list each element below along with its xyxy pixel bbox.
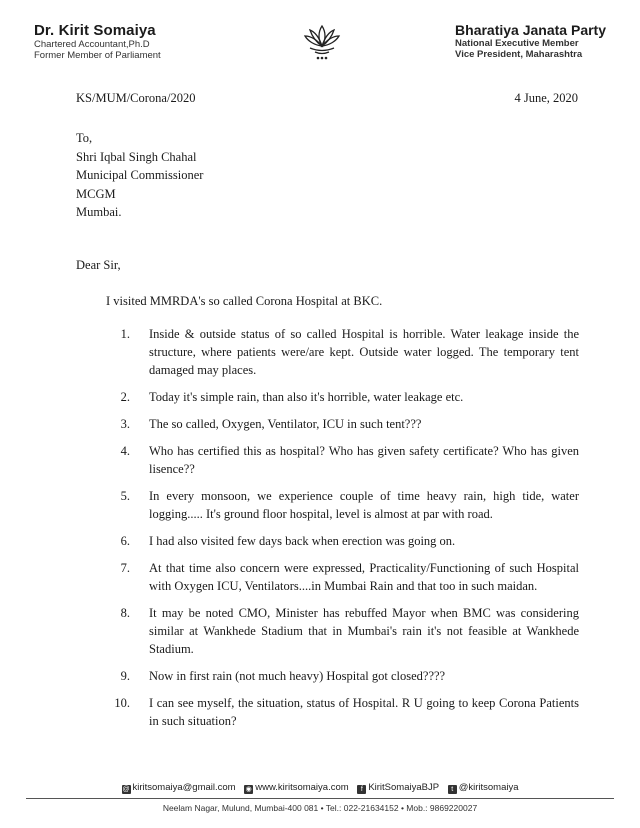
email-icon: @ — [122, 786, 130, 793]
list-item — [106, 667, 579, 685]
list-number: 1. — [120, 327, 130, 341]
letterhead-party — [455, 22, 606, 60]
list-number: 9. — [120, 669, 130, 683]
party-name: Bharatiya Janata Party — [455, 22, 606, 38]
points-list — [106, 325, 579, 739]
footer-contacts — [0, 782, 640, 794]
list-item — [106, 442, 579, 478]
list-number: 6. — [120, 534, 130, 548]
list-item — [106, 325, 579, 379]
letterhead-sender — [34, 22, 161, 61]
list-number: 4. — [120, 444, 130, 458]
intro-paragraph: I visited MMRDA's so called Corona Hospital at BKC. — [106, 294, 383, 308]
list-item — [106, 388, 579, 406]
list-text: Inside & outside status of so called Hospital is horrible. Water leakage inside the structure, where patients were/are kept. Outside water logged. The temporary tent damaged may places. — [149, 327, 579, 377]
recipient-line: Municipal Commissioner — [76, 168, 204, 182]
globe-icon: ◉ — [245, 786, 252, 793]
list-item — [106, 532, 579, 550]
list-number: 3. — [120, 417, 130, 431]
party-role-2: Vice President, Maharashtra — [455, 49, 583, 60]
twitter-icon: t — [448, 785, 457, 794]
list-text: At that time also concern were expressed, Practicality/Functioning of such Hospital with Oxygen ICU, Ventilators....in Mumbai Rain and that too in such maidan. — [149, 561, 579, 593]
recipient-line: Shri Iqbal Singh Chahal — [76, 149, 197, 164]
list-item — [106, 487, 579, 523]
reference-number: KS/MUM/Corona/2020 — [76, 91, 196, 105]
recipient-address — [76, 129, 203, 222]
list-item — [106, 415, 579, 433]
list-text: I can see myself, the situation, status of Hospital. R U going to keep Corona Patients in such situation? — [149, 696, 579, 728]
list-number: 7. — [120, 561, 130, 575]
footer-address: Neelam Nagar, Mulund, Mumbai-400 081 • Tel.: 022-21634152 • Mob.: 9869220027 — [162, 803, 478, 813]
salutation: Dear Sir, — [76, 258, 121, 272]
list-text: The so called, Oxygen, Ventilator, ICU in such tent??? — [149, 417, 422, 431]
footer-website[interactable]: ◉ www.kiritsomaiya.com — [245, 782, 349, 793]
list-item — [106, 604, 579, 658]
to-label: To, — [76, 131, 93, 145]
list-number: 2. — [120, 390, 130, 404]
sender-qualification: Chartered Accountant,Ph.D — [34, 39, 150, 50]
letter-date: 4 June, 2020 — [514, 91, 578, 105]
facebook-icon: f — [357, 785, 366, 794]
list-item — [106, 559, 579, 595]
recipient-line: Mumbai. — [76, 205, 122, 219]
list-text: Now in first rain (not much heavy) Hospital got closed???? — [149, 669, 446, 683]
sender-former-role: Former Member of Parliament — [34, 50, 161, 61]
list-number: 10. — [114, 696, 130, 710]
list-text: I had also visited few days back when erection was going on. — [149, 534, 456, 548]
list-text: It may be noted CMO, Minister has rebuffed Mayor when BMC was considering similar at Wankhede Stadium that in Mumbai's rain it's not feasible at Wankhede Stadium. — [149, 606, 579, 656]
list-number: 5. — [120, 489, 130, 503]
party-role-1: National Executive Member — [455, 38, 579, 49]
list-text: In every monsoon, we experience couple of time heavy rain, high tide, water logging..... It's ground floor hospital, level is almost at par with road. — [149, 489, 579, 521]
sender-name: Dr. Kirit Somaiya — [34, 22, 156, 39]
list-text: Today it's simple rain, than also it's horrible, water leakage etc. — [149, 390, 464, 404]
list-text: Who has certified this as hospital? Who has given safety certificate? Who has given lisence?? — [149, 444, 579, 476]
footer-email[interactable]: @ kiritsomaiya@gmail.com — [122, 782, 236, 793]
list-item — [106, 694, 579, 730]
footer-facebook[interactable]: f KiritSomaiyaBJP — [357, 782, 439, 793]
footer-divider — [26, 798, 614, 799]
list-number: 8. — [120, 606, 130, 620]
footer-twitter[interactable]: t @kiritsomaiya — [448, 782, 519, 793]
recipient-line: MCGM — [76, 186, 116, 201]
lotus-icon — [300, 20, 344, 64]
